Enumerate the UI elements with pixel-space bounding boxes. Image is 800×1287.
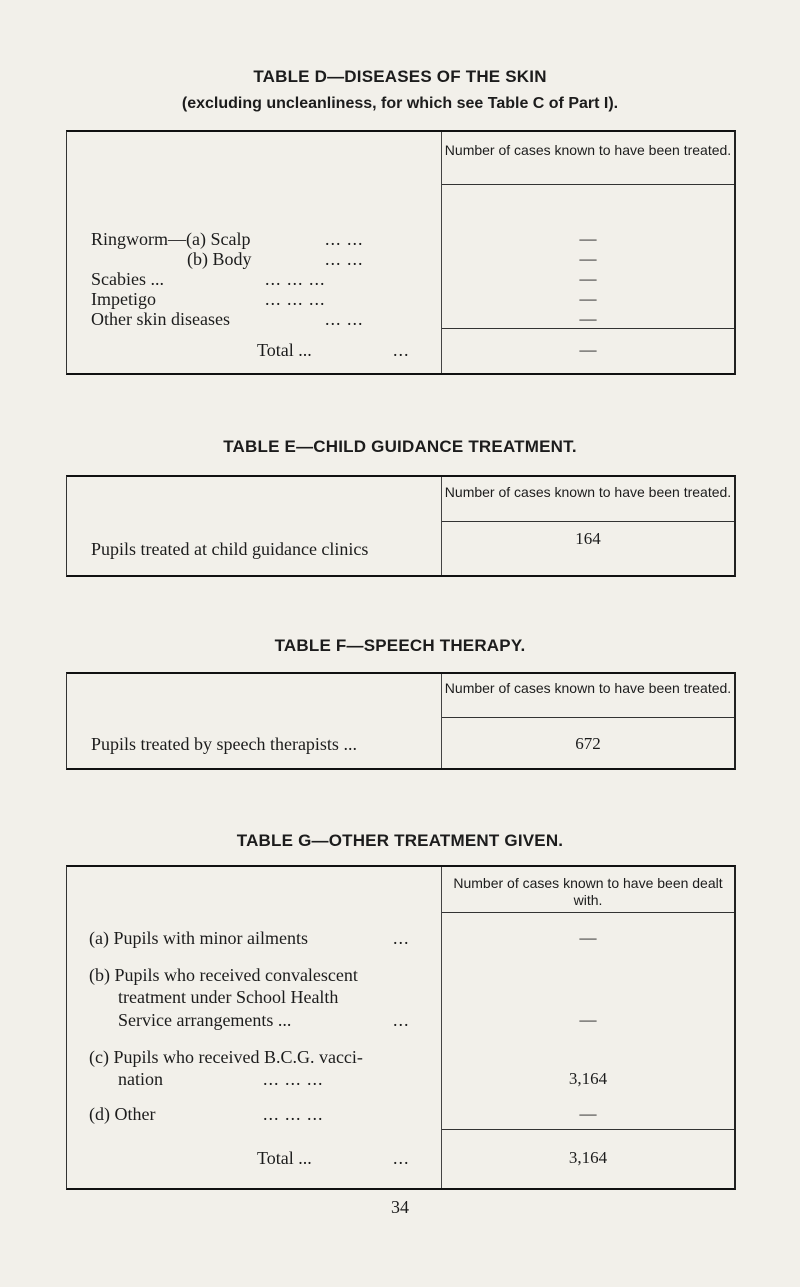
total-rule: [442, 328, 734, 329]
leader-dots: ...: [393, 1010, 410, 1030]
row-d-other: (d) Other: [89, 1104, 156, 1124]
total-label: Total ...: [257, 340, 312, 360]
row-b-convalescent: (b) Pupils who received convalescent: [89, 965, 358, 985]
page-number: 34: [391, 1197, 409, 1217]
row-ringworm-scalp: Ringworm—(a) Scalp: [91, 229, 251, 249]
table-g-header: Number of cases known to have been dealt with.: [453, 875, 723, 908]
leader-dots: ... ... ...: [265, 289, 326, 309]
value-b-convalescent: —: [579, 1010, 597, 1029]
table-e: [66, 475, 736, 577]
row-c-bcg-cont: nation: [118, 1069, 163, 1089]
value-d-other: —: [579, 1104, 597, 1123]
table-d: [66, 130, 736, 375]
leader-dots: ... ... ...: [263, 1069, 324, 1089]
table-e-title: TABLE E—CHILD GUIDANCE TREATMENT.: [223, 437, 577, 456]
leader-dots: ... ... ...: [263, 1104, 324, 1124]
table-f: [66, 672, 736, 770]
total-label: Total ...: [257, 1148, 312, 1168]
leader-dots: ... ...: [325, 309, 364, 329]
header-rule: [442, 717, 734, 718]
leader-dots: ... ... ...: [265, 269, 326, 289]
value-child-guidance: 164: [575, 529, 601, 548]
header-rule: [442, 521, 734, 522]
table-d-header: Number of cases known to have been treated.: [444, 142, 732, 158]
value-ringworm-scalp: —: [579, 229, 597, 248]
row-scabies: Scabies ...: [91, 269, 164, 289]
leader-dots: ... ...: [325, 229, 364, 249]
row-child-guidance: Pupils treated at child guidance clinics: [91, 539, 369, 559]
row-speech-therapy: Pupils treated by speech therapists ...: [91, 734, 357, 754]
total-value: 3,164: [568, 1148, 608, 1167]
row-impetigo: Impetigo: [91, 289, 156, 309]
leader-dots: ...: [393, 928, 410, 948]
total-rule: [442, 1129, 734, 1130]
table-e-header: Number of cases known to have been treated.: [444, 484, 732, 500]
table-g: [66, 865, 736, 1190]
table-d-subtitle: (excluding uncleanliness, for which see Table C of Part I).: [181, 95, 619, 112]
header-rule: [442, 184, 734, 185]
row-b-convalescent-cont: treatment under School Health: [118, 987, 339, 1007]
value-ringworm-body: —: [579, 249, 597, 268]
value-impetigo: —: [579, 289, 597, 308]
value-scabies: —: [579, 269, 597, 288]
leader-dots: ...: [393, 1148, 410, 1168]
total-value: —: [579, 340, 597, 359]
table-d-title: TABLE D—DISEASES OF THE SKIN: [253, 67, 547, 86]
table-g-title: TABLE G—OTHER TREATMENT GIVEN.: [236, 831, 564, 850]
table-f-title: TABLE F—SPEECH THERAPY.: [274, 636, 526, 655]
row-ringworm-body: (b) Body: [187, 249, 252, 269]
row-c-bcg: (c) Pupils who received B.C.G. vacci-: [89, 1047, 363, 1067]
header-rule: [442, 912, 734, 913]
table-f-header: Number of cases known to have been treated.: [444, 680, 732, 696]
value-other-skin: —: [579, 309, 597, 328]
row-other-skin: Other skin diseases: [91, 309, 230, 329]
row-b-convalescent-cont: Service arrangements ...: [118, 1010, 292, 1030]
value-a-minor-ailments: —: [579, 928, 597, 947]
value-c-bcg: 3,164: [568, 1069, 608, 1088]
value-speech-therapy: 672: [575, 734, 601, 753]
leader-dots: ... ...: [325, 249, 364, 269]
leader-dots: ...: [393, 340, 410, 360]
row-a-minor-ailments: (a) Pupils with minor ailments: [89, 928, 308, 948]
